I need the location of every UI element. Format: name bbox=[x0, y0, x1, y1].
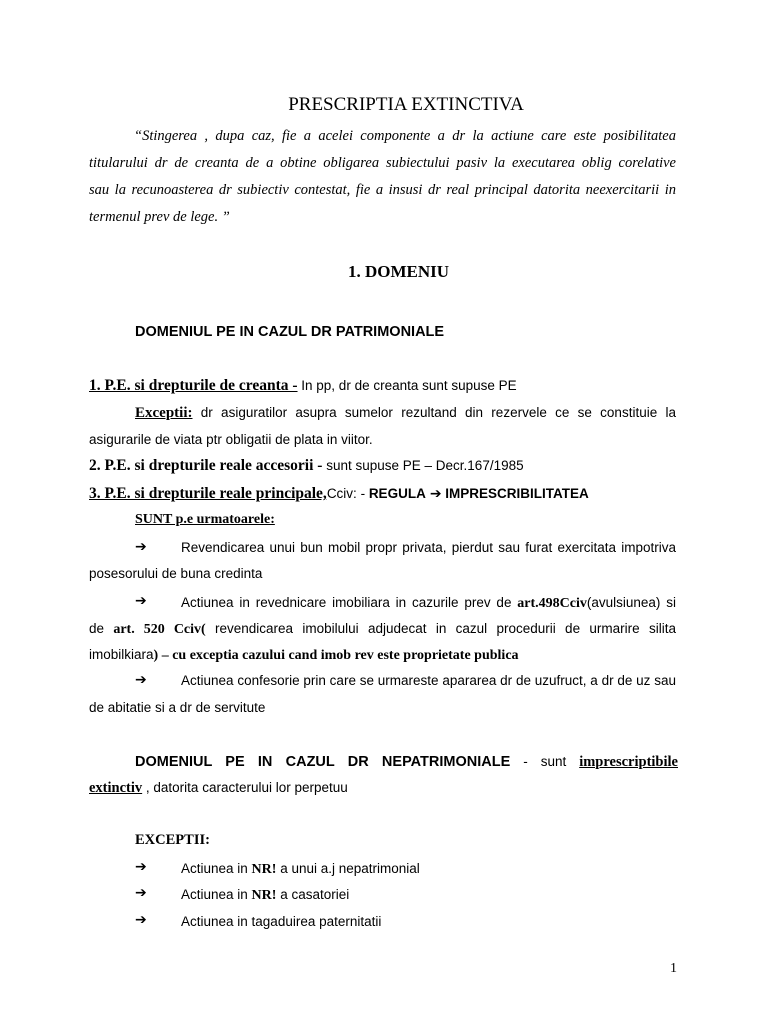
sunt-text: - sunt bbox=[510, 754, 580, 769]
arrow-icon: ➔ bbox=[135, 859, 147, 875]
exceptii-line-2: asigurarile de viata ptr obligatii de plata in viitor. bbox=[89, 432, 373, 447]
extinctiv-text: extinctiv bbox=[89, 780, 143, 796]
item-actiunea-line-2 bbox=[89, 620, 676, 638]
page-number: 1 bbox=[670, 961, 677, 976]
pe-reale-principale-heading: 3. P.E. si drepturile reale principale, bbox=[89, 485, 327, 502]
exceptie-item bbox=[181, 886, 349, 904]
exceptii-label: Exceptii: bbox=[135, 405, 193, 421]
domeniul-nepatrimoniale-line-2 bbox=[89, 779, 348, 797]
arrow-icon: ➔ bbox=[429, 486, 442, 502]
imprescriptibile-text: imprescriptibile bbox=[579, 754, 678, 770]
pe-creanta-text: In pp, dr de creanta sunt supuse PE bbox=[297, 378, 517, 393]
exceptie-text: a casatoriei bbox=[276, 887, 350, 902]
exceptia-text: ) – cu exceptia cazului cand imob rev este proprietate publica bbox=[153, 648, 519, 663]
exceptie-item bbox=[181, 913, 381, 931]
caracter-perpetuu-text: , datorita caracterului lor perpetuu bbox=[142, 780, 348, 795]
subheading-domeniul-patrimoniale: DOMENIUL PE IN CAZUL DR PATRIMONIALE bbox=[135, 324, 445, 340]
item-actiunea-line-3 bbox=[89, 646, 519, 664]
arrow-icon: ➔ bbox=[135, 672, 147, 688]
regula-text: REGULA bbox=[368, 486, 426, 501]
domeniul-nepatrimoniale-line-1 bbox=[135, 753, 678, 771]
cciv-text: Cciv: - bbox=[326, 486, 369, 501]
arrow-icon: ➔ bbox=[135, 593, 147, 609]
pe-reale-accesorii-heading: 2. P.E. si drepturile reale accesorii - bbox=[89, 457, 323, 474]
pe-reale-principale-line bbox=[89, 485, 589, 503]
arrow-icon: ➔ bbox=[135, 885, 147, 901]
de-text: de bbox=[89, 621, 114, 636]
nr-text: NR! bbox=[251, 862, 277, 877]
pe-creanta-line bbox=[89, 377, 517, 395]
exceptie-text: Actiunea in tagaduirea paternitatii bbox=[181, 914, 382, 929]
sunt-pe-heading: SUNT p.e urmatoarele: bbox=[135, 512, 275, 527]
exceptie-text: Actiunea in bbox=[181, 861, 252, 876]
avulsiunea-text: (avulsiunea) si bbox=[586, 595, 676, 610]
exceptie-text: a unui a.j nepatrimonial bbox=[276, 861, 420, 876]
item-confesorie-line-1: Actiunea confesorie prin care se urmareste apararea dr de uzufruct, a dr de uz sau bbox=[181, 673, 676, 688]
revendicarea-text: revendicarea imobilului adjudecat in cazul procedurii de urmarire silita bbox=[205, 621, 676, 636]
exceptii-heading: EXCEPTII: bbox=[135, 832, 210, 848]
exceptie-text: Actiunea in bbox=[181, 887, 252, 902]
exceptii-line-1 bbox=[135, 404, 676, 422]
quote-line-4: termenul prev de lege. ” bbox=[89, 209, 230, 225]
item-revendicare-line-2: posesorului de buna credinta bbox=[89, 566, 263, 581]
item-actiunea-line-1 bbox=[181, 594, 676, 612]
item-confesorie-line-2: de abitatie si a dr de servitute bbox=[89, 700, 266, 715]
nr-text: NR! bbox=[251, 888, 277, 903]
domeniul-nepatrimoniale-heading: DOMENIUL PE IN CAZUL DR NEPATRIMONIALE bbox=[135, 754, 511, 770]
page-title: PRESCRIPTIA EXTINCTIVA bbox=[288, 94, 524, 115]
quote-line-2: titularului dr de creanta de a obtine obligarea subiectului pasiv la executarea oblig corelative bbox=[89, 155, 676, 171]
quote-line-1: “Stingerea , dupa caz, fie a acelei componente a dr la actiune care este posibilitatea bbox=[134, 128, 676, 144]
item-actiunea-text-1: Actiunea in revednicare imobiliara in cazurile prev de bbox=[181, 595, 518, 610]
arrow-icon: ➔ bbox=[135, 912, 147, 928]
arrow-icon: ➔ bbox=[135, 539, 147, 555]
section-heading-domeniu: 1. DOMENIU bbox=[348, 262, 450, 281]
pe-creanta-heading: 1. P.E. si drepturile de creanta - bbox=[89, 377, 298, 394]
art498-text: art.498Cciv bbox=[517, 596, 587, 611]
quote-line-3: sau la recunoasterea dr subiectiv contestat, fie a insusi dr real principal datorita neexercitarii in bbox=[89, 182, 676, 198]
exceptii-text: dr asiguratilor asupra sumelor rezultand din rezervele ce se constituie la bbox=[192, 405, 676, 420]
pe-reale-accesorii-line bbox=[89, 457, 524, 475]
art520-text: art. 520 Cciv( bbox=[113, 622, 206, 637]
item-revendicare-line-1: Revendicarea unui bun mobil propr privata, pierdut sau furat exercitata impotriva bbox=[181, 540, 676, 555]
imprescriptibilitatea-text: IMPRESCRIBILITATEA bbox=[441, 486, 589, 501]
exceptie-item bbox=[181, 860, 420, 878]
imobilkiara-text: imobilkiara bbox=[89, 647, 154, 662]
pe-reale-accesorii-text: sunt supuse PE – Decr.167/1985 bbox=[322, 458, 524, 473]
